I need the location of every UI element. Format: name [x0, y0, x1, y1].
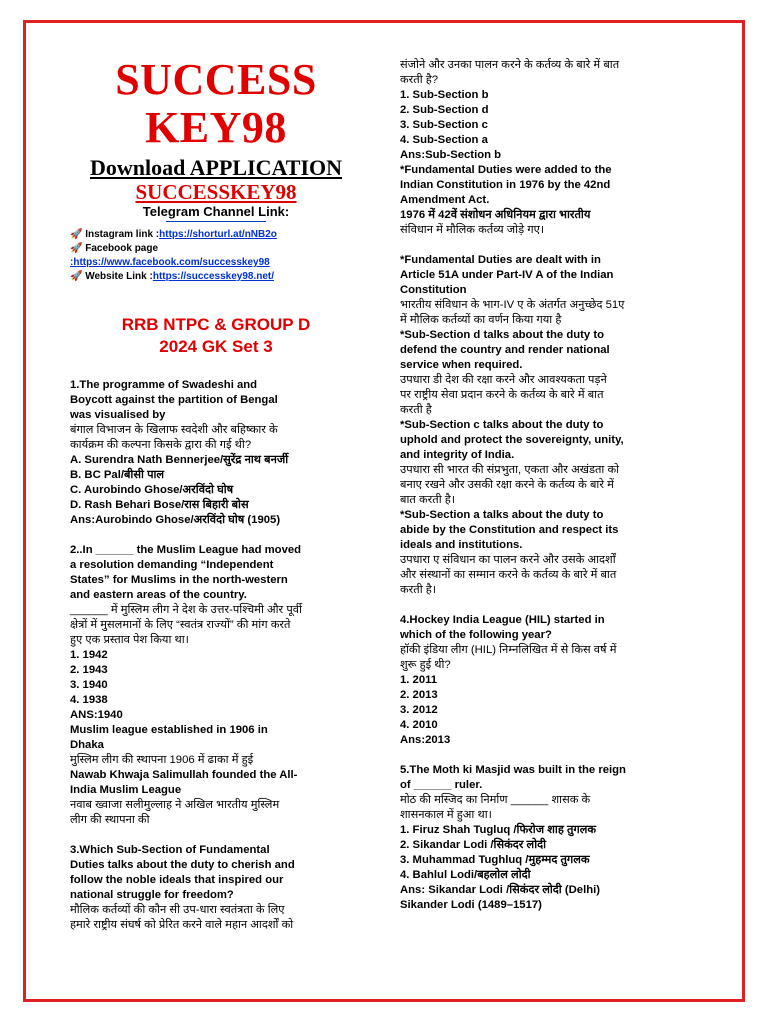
text-line: 1. Sub-Section b	[400, 89, 489, 101]
text-line: Amendment Act.	[400, 194, 490, 206]
text-line: संजोने और उनका पालन करने के कर्तव्य के बारे में बात	[400, 59, 620, 71]
text-line: *Sub-Section c talks about the duty to	[400, 419, 604, 431]
text-line: शासनकाल में हुआ था।	[400, 809, 492, 821]
text-line: States” for Muslims in the north-western	[70, 574, 288, 586]
text-line: संविधान में मौलिक कर्तव्य जोड़े गए।	[400, 224, 545, 236]
text-line: A. Surendra Nath Bennerjee/सुरेंद्र नाथ बनर्जी	[70, 454, 289, 466]
website-label: Website Link :	[85, 271, 153, 282]
text-line: was visualised by	[70, 409, 166, 421]
blank-line	[70, 828, 362, 843]
text-line: मोठ की मस्जिद का निर्माण ______ शासक के	[400, 794, 591, 806]
text-line: 1. 2011	[400, 674, 438, 686]
rocket-icon: 🚀	[70, 229, 83, 240]
website-link[interactable]: https://successkey98.net/	[152, 271, 275, 282]
text-line: service when required.	[400, 359, 523, 371]
text-line: of ______ ruler.	[400, 779, 483, 791]
text-line: which of the following year?	[400, 629, 552, 641]
text-line: Constitution	[400, 284, 467, 296]
blank-line	[400, 748, 700, 763]
text-line: 2. Sub-Section d	[400, 104, 489, 116]
text-line: 4. Bahlul Lodi/बहलोल लोदी	[400, 869, 531, 881]
text-line: 1. Firuz Shah Tugluq /फिरोज शाह तुगलक	[400, 824, 597, 836]
left-questions	[70, 378, 362, 933]
text-line: हमारे राष्ट्रीय संघर्ष को प्रेरित करने वाले महान आदर्शों को	[70, 919, 294, 931]
text-line: uphold and protect the sovereignty, unity,	[400, 434, 624, 446]
text-line: नवाब ख्वाजा सलीमुल्लाह ने अखिल भारतीय मुस्लिम	[70, 799, 280, 811]
text-line: 2..In ______ the Muslim League had moved	[70, 544, 302, 556]
text-line: 2. 1943	[70, 664, 108, 676]
text-line: और संस्थानों का सम्मान करने के कर्तव्य के बारे में बात	[400, 569, 617, 581]
text-line: लीग की स्थापना की	[70, 814, 150, 826]
right-column	[400, 58, 700, 913]
text-line: national struggle for freedom?	[70, 889, 234, 901]
text-line: उपधारा सी भारत की संप्रभुता, एकता और अखंडता को	[400, 464, 620, 476]
text-line: and eastern areas of the country.	[70, 589, 247, 601]
text-line: D. Rash Behari Bose/रास बिहारी बोस	[70, 499, 249, 511]
text-line: Duties talks about the duty to cherish and	[70, 859, 295, 871]
brand-title-line1: SUCCESS	[115, 55, 317, 104]
text-line: मुस्लिम लीग की स्थापना 1906 में ढाका में हुई	[70, 754, 254, 766]
text-line: उपधारा ए संविधान का पालन करने और उसके आदर्शों	[400, 554, 616, 566]
text-line: शुरू हुई थी?	[400, 659, 451, 671]
telegram-label: Telegram Channel Link:	[142, 204, 290, 219]
text-line: *Sub-Section a talks about the duty to	[400, 509, 604, 521]
text-line: हॉकी इंडिया लीग (HIL) निम्नलिखित में से किस वर्ष में	[400, 644, 617, 656]
text-line: Sikander Lodi (1489–1517)	[400, 899, 542, 911]
text-line: 5.The Moth ki Masjid was built in the reign	[400, 764, 626, 776]
text-line: *Fundamental Duties are dealt with in	[400, 254, 601, 266]
website-row	[70, 270, 362, 284]
text-line: क्षेत्रों में मुसलमानों के लिए “स्वतंत्र राज्यों” की मांग करते	[70, 619, 291, 631]
text-line: 4. 2010	[400, 719, 438, 731]
text-line: 3.Which Sub-Section of Fundamental	[70, 844, 270, 856]
text-line: 2. 2013	[400, 689, 438, 701]
text-line: 3. Sub-Section c	[400, 119, 488, 131]
text-line: 4. 1938	[70, 694, 108, 706]
text-line: में मौलिक कर्तव्यों का वर्णन किया गया है	[400, 314, 562, 326]
text-line: *Sub-Section d talks about the duty to	[400, 329, 604, 341]
text-line: बनाए रखने और उसकी रक्षा करने के कर्तव्य के बारे में	[400, 479, 614, 491]
facebook-label: Facebook page	[85, 243, 159, 254]
text-line: Boycott against the partition of Bengal	[70, 394, 278, 406]
text-line: 4. Sub-Section a	[400, 134, 488, 146]
text-line: ANS:1940	[70, 709, 123, 721]
set-title	[70, 314, 362, 358]
blank-line	[70, 528, 362, 543]
text-line: Muslim league established in 1906 in	[70, 724, 268, 736]
left-column	[70, 55, 362, 933]
text-line: Ans:2013	[400, 734, 451, 746]
instagram-row	[70, 228, 362, 242]
text-line: Nawab Khwaja Salimullah founded the All-	[70, 769, 298, 781]
facebook-link[interactable]: :https://www.facebook.com/successkey98	[70, 257, 270, 268]
text-line: बात करती है।	[400, 494, 456, 506]
text-line: 4.Hockey India League (HIL) started in	[400, 614, 605, 626]
facebook-row	[70, 242, 362, 256]
right-questions	[400, 58, 700, 913]
app-name: SUCCESSKEY98	[135, 180, 297, 204]
rocket-icon: 🚀	[70, 271, 83, 282]
brand-title-line2: KEY98	[145, 103, 287, 152]
text-line: follow the noble ideals that inspired our	[70, 874, 284, 886]
telegram-link-line[interactable]	[166, 221, 266, 222]
text-line: मौलिक कर्तव्यों की कौन सी उप-धारा स्वतंत्रता के लिए	[70, 904, 285, 916]
download-heading: Download APPLICATION	[89, 155, 343, 180]
text-line: ideals and institutions.	[400, 539, 523, 551]
text-line: बंगाल विभाजन के खिलाफ स्वदेशी और बहिष्कार के	[70, 424, 278, 436]
text-line: उपधारा डी देश की रक्षा करने और आवश्यकता पड़ने	[400, 374, 607, 386]
facebook-url-row	[70, 256, 362, 270]
text-line: C. Aurobindo Ghose/अरविंदो घोष	[70, 484, 234, 496]
text-line: करती है	[400, 404, 432, 416]
text-line: पर राष्ट्रीय सेवा प्रदान करने के कर्तव्य के बारे में बात	[400, 389, 604, 401]
text-line: Indian Constitution in 1976 by the 42nd	[400, 179, 611, 191]
text-line: कार्यक्रम की कल्पना किसके द्वारा की गई थी?	[70, 439, 252, 451]
set-title-line1: RRB NTPC & GROUP D	[121, 315, 311, 334]
text-line: 3. Muhammad Tughluq /मुहम्मद तुगलक	[400, 854, 590, 866]
text-line: Dhaka	[70, 739, 104, 751]
text-line: भारतीय संविधान के भाग-IV ए के अंतर्गत अनुच्छेद 51ए	[400, 299, 625, 311]
text-line: abide by the Constitution and respect its	[400, 524, 619, 536]
text-line: 1976 में 42वें संशोधन अधिनियम द्वारा भारतीय	[400, 209, 591, 221]
text-line: 2. Sikandar Lodi /सिकंदर लोदी	[400, 839, 547, 851]
text-line: B. BC Pal/बीसी पाल	[70, 469, 165, 481]
set-title-line2: 2024 GK Set 3	[159, 337, 273, 356]
text-line: India Muslim League	[70, 784, 182, 796]
blank-line	[400, 238, 700, 253]
text-line: 3. 2012	[400, 704, 438, 716]
text-line: 3. 1940	[70, 679, 108, 691]
text-line: Ans: Sikandar Lodi /सिकंदर लोदी (Delhi)	[400, 884, 601, 896]
text-line: and integrity of India.	[400, 449, 515, 461]
blank-line	[400, 598, 700, 613]
text-line: a resolution demanding “Independent	[70, 559, 274, 571]
text-line: ______ में मुस्लिम लीग ने देश के उत्तर-पश्चिमी और पूर्वी	[70, 604, 302, 616]
text-line: 1.The programme of Swadeshi and	[70, 379, 258, 391]
text-line: 1. 1942	[70, 649, 108, 661]
text-line: करती है।	[400, 584, 437, 596]
text-line: Article 51A under Part-IV A of the Indian	[400, 269, 614, 281]
text-line: Ans:Sub-Section b	[400, 149, 502, 161]
text-line: हुए एक प्रस्ताव पेश किया था।	[70, 634, 189, 646]
text-line: defend the country and render national	[400, 344, 610, 356]
instagram-link[interactable]: https://shorturl.at/nNB2o	[159, 229, 277, 240]
text-line: *Fundamental Duties were added to the	[400, 164, 612, 176]
instagram-label: Instagram link :	[85, 229, 160, 240]
text-line: करती है?	[400, 74, 439, 86]
text-line: Ans:Aurobindo Ghose/अरविंदो घोष (1905)	[70, 514, 281, 526]
rocket-icon: 🚀	[70, 243, 83, 254]
